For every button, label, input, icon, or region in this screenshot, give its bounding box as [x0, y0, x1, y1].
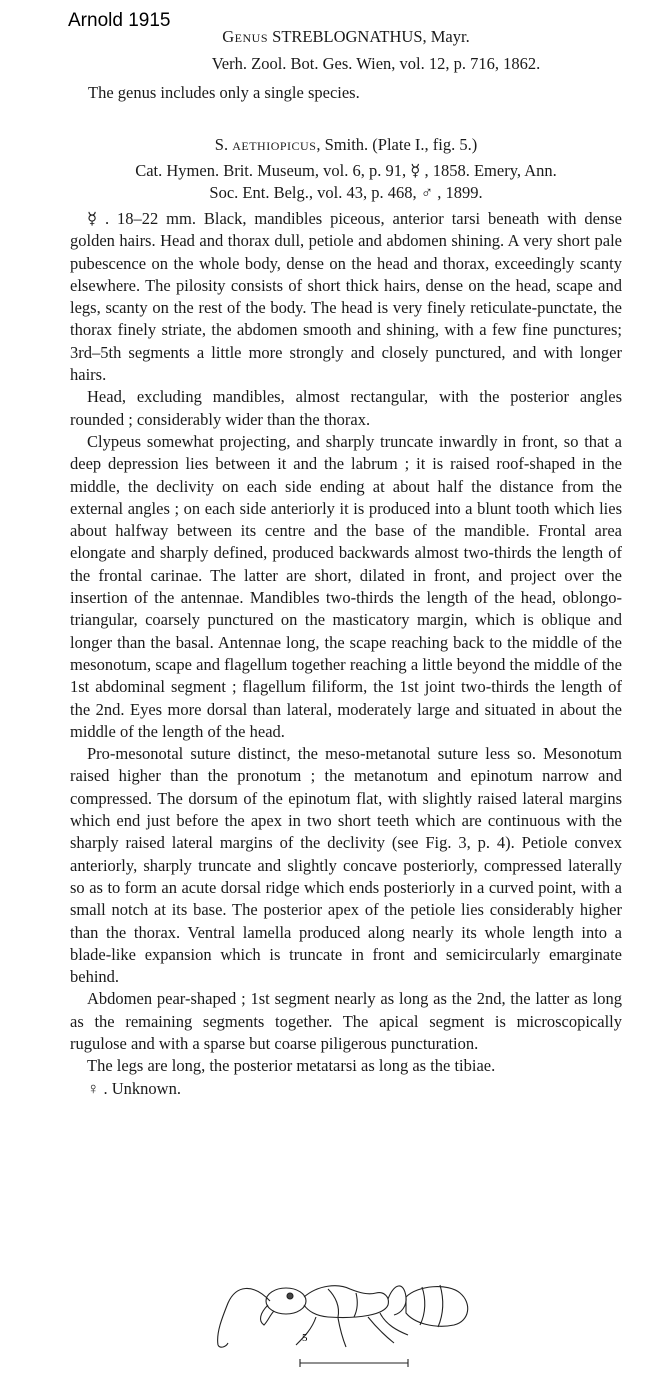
species-prefix: S.	[214, 135, 229, 154]
genus-name: STREBLOGNATHUS, Mayr.	[272, 27, 470, 46]
paragraph-thorax: Pro-mesonotal suture distinct, the meso-metanotal suture less so. Mesonotum raised higher than the pronotum ; the metanotum and epinotum narrow and compressed. The dorsum of the epinotum flat, with slightly raised lateral margins which end just before the apex in two short teeth which are continuous with the sharply raised lateral margins of the declivity (see Fig. 3, p. 4). Petiole convex anteriorly, sharply truncate and slightly concave posteriorly, compressed laterally so as to form an acute dorsal ridge which ends posteriorly in a curved point, with a small notch at its base. The posterior apex of the petiole lies considerably higher than the thorax. Ventral lamella produced along nearly its whole length into a blade-like expansion which is truncate in front and semicircularly emarginate behind.	[70, 744, 622, 987]
figure-number: 5	[302, 1332, 308, 1344]
paragraph-clypeus: Clypeus somewhat projecting, and sharply truncate inwardly in front, so that a deep depression lies between it and the labrum ; it is raised roof-shaped in the middle, the declivity on each side ending at about half the distance from the external angles ; on each side anteriorly it is produced into a blunt tooth which lies about halfway between its centre and the base of the mandible. Frontal area elongate and sharply defined, produced backwards almost two-thirds the length of the frontal carinae. The latter are short, dilated in front, and project over the insertion of the antennae. Mandibles two-thirds the length of the head, oblongo-triangular, coarsely punctured on the masticatory margin, which is oblique and longer than the basal. Antennae long, the scape reaching back to the middle of the mesonotum, scape and flagellum together reaching a little beyond the middle of the 1st abdominal segment ; flagellum filiform, the 1st joint two-thirds the length of the 2nd. Eyes more dorsal than lateral, moderately large and situated in about the middle of the length of the head.	[70, 431, 622, 741]
genus-label: Genus	[222, 27, 269, 46]
source-stamp: Arnold 1915	[68, 10, 171, 31]
ant-illustration	[208, 1263, 478, 1373]
genus-reference: Verh. Zool. Bot. Ges. Wien, vol. 12, p. 716, 1862.	[211, 54, 541, 73]
species-author: , Smith. (Plate I., fig. 5.)	[316, 135, 478, 154]
species-reference-line-1: Cat. Hymen. Brit. Museum, vol. 6, p. 91, ☿ , 1858. Emery, Ann.	[135, 161, 557, 180]
species-reference-line-2: Soc. Ent. Belg., vol. 43, p. 468, ♂ , 1899.	[209, 183, 483, 202]
ant-figure	[208, 1263, 478, 1373]
paragraph-legs: The legs are long, the posterior metatarsi as long as the tibiae.	[87, 1056, 496, 1076]
description-body	[70, 208, 622, 1100]
paragraph-head: Head, excluding mandibles, almost rectangular, with the posterior angles rounded ; considerably wider than the thorax.	[70, 387, 622, 429]
species-heading	[70, 134, 622, 156]
female-unknown-line: ♀ . Unknown.	[87, 1078, 181, 1098]
paragraph-worker-description: ☿ . 18–22 mm. Black, mandibles piceous, anterior tarsi beneath with dense golden hairs. Head and thorax dull, petiole and abdomen shining. A very short pale pubescence on the whole body, dense on the head and thorax, exceedingly scanty elsewhere. The pilosity consists of short thick hairs, dense on the head, scape and legs, scanty on the rest of the body. The head is very finely reticulate-punctate, the thorax finely striate, the abdomen smooth and shining, with a few fine punctures; 3rd–5th segments a little more strongly and closely punctured, and with longer hairs.	[70, 209, 622, 385]
genus-heading	[70, 26, 622, 48]
species-epithet: aethiopicus	[232, 135, 317, 154]
genus-note: The genus includes only a single species.	[88, 83, 360, 102]
paragraph-abdomen: Abdomen pear-shaped ; 1st segment nearly as long as the 2nd, the latter as long as the remaining segments together. The apical segment is microscopically rugulose and with a sparse but coarse piligerous puncturation.	[70, 989, 622, 1053]
